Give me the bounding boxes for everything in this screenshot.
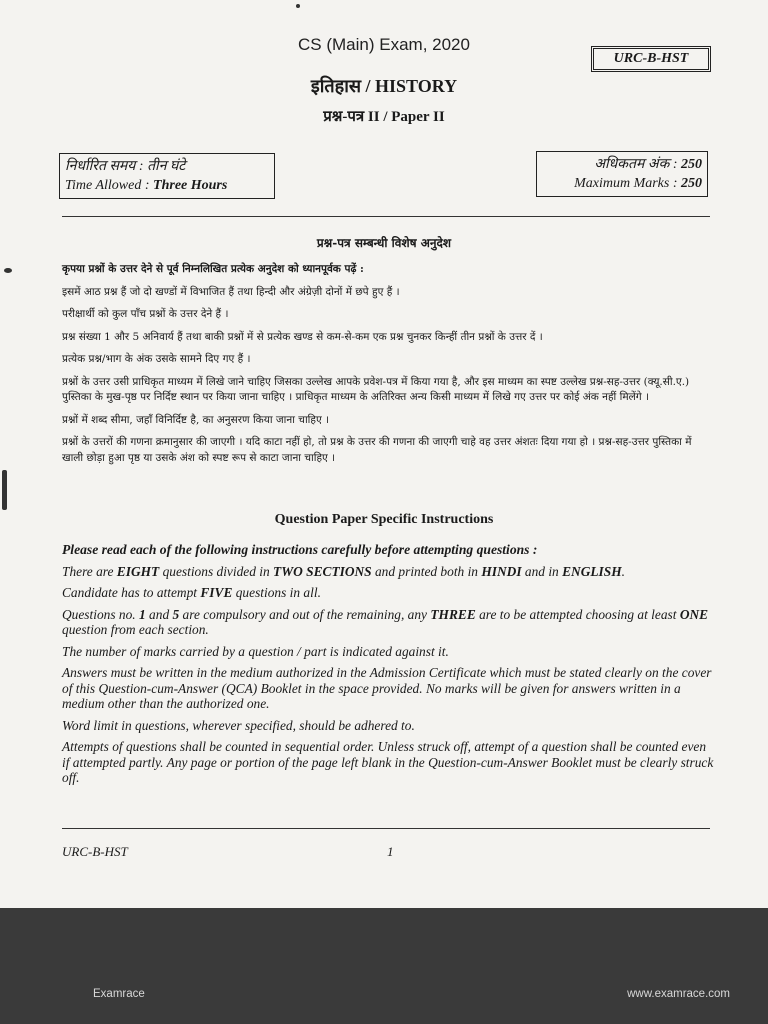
- hindi-instructions: [62, 262, 712, 473]
- watermark-left: Examrace: [93, 988, 145, 1000]
- paper-title: प्रश्न-पत्र II / Paper II: [323, 109, 445, 125]
- hindi-intro: कृपया प्रश्नों के उत्तर देने से पूर्व निम्नलिखित प्रत्येक अनुदेश को ध्यानपूर्वक पढ़ें :: [62, 263, 364, 275]
- exam-title: CS (Main) Exam, 2020: [298, 35, 470, 54]
- header-divider: [62, 216, 710, 217]
- hindi-item: इसमें आठ प्रश्न हैं जो दो खण्डों में विभाजित हैं तथा हिन्दी और अंग्रेज़ी दोनों में छपे हुए हैं ।: [62, 285, 400, 298]
- time-allowed-hindi: निर्धारित समय : तीन घंटे: [65, 159, 186, 174]
- english-item: The number of marks carried by a question / part is indicated against it.: [62, 643, 449, 659]
- english-intro: Please read each of the following instructions carefully before attempting questions :: [62, 542, 538, 557]
- paper-code-badge: URC-B-HST: [593, 48, 709, 70]
- footer-paper-code: URC-B-HST: [62, 844, 128, 859]
- footer-divider: [62, 828, 710, 829]
- hindi-item: प्रश्नों में शब्द सीमा, जहाँ विनिर्दिष्ट है, का अनुसरण किया जाना चाहिए ।: [62, 413, 330, 426]
- time-allowed-english: Time Allowed : Three Hours: [65, 178, 228, 193]
- subject-title: इतिहास / HISTORY: [310, 76, 458, 96]
- maximum-marks-hindi: अधिकतम अंक : 250: [594, 157, 702, 172]
- english-item: Answers must be written in the medium authorized in the Admission Certificate which must be stated clearly on the cover of this Question-cum-Answer (QCA) Booklet in the space provided. No marks will be given for answers written in a medium other than the authorized one.: [62, 665, 712, 711]
- maximum-marks-box: [536, 151, 708, 197]
- hindi-item: परीक्षार्थी को कुल पाँच प्रश्नों के उत्तर देने हैं ।: [62, 308, 229, 320]
- watermark-link[interactable]: www.examrace.com: [627, 988, 730, 1000]
- english-item: Candidate has to attempt FIVE questions in all.: [62, 585, 321, 600]
- hindi-item: प्रश्नों के उत्तरों की गणना क्रमानुसार की जाएगी । यदि काटा नहीं हो, तो प्रश्न के उत्तर की गणना की जाएगी चाहे वह उत्तर अंशतः दिया गया हो । प्रश्न-सह-उत्तर पुस्तिका में खाली छोड़ा हुआ पृष्ठ या उसके अंश को स्पष्ट रूप से काटा जाना चाहिए ।: [62, 436, 692, 464]
- scan-speck: [296, 4, 300, 8]
- page-number: 1: [387, 844, 394, 859]
- scan-speck: [4, 268, 12, 273]
- hindi-instructions-heading: प्रश्न-पत्र सम्बन्धी विशेष अनुदेश: [316, 236, 452, 250]
- hindi-item: प्रश्न संख्या 1 और 5 अनिवार्य हैं तथा बाकी प्रश्नों में से प्रत्येक खण्ड से कम-से-कम एक प्रश्न चुनकर किन्हीं तीन प्रश्नों के उत्तर दें ।: [62, 330, 543, 343]
- english-item: There are EIGHT questions divided in TWO SECTIONS and printed both in HINDI and in ENGLISH.: [62, 563, 625, 579]
- maximum-marks-english: Maximum Marks : 250: [574, 176, 702, 191]
- english-item: Questions no. 1 and 5 are compulsory and out of the remaining, any THREE are to be attempted choosing at least ONE question from each section.: [62, 606, 709, 637]
- english-item: Word limit in questions, wherever specified, should be adhered to.: [62, 717, 415, 733]
- english-item: Attempts of questions shall be counted in sequential order. Unless struck off, attempt of a question shall be counted even if attempted partly. Any page or portion of the page left blank in the Question-cum-Answer Booklet must be clearly struck off.: [62, 739, 714, 785]
- english-instructions: [62, 542, 716, 792]
- hindi-item: प्रश्नों के उत्तर उसी प्राधिकृत माध्यम में लिखे जाने चाहिए जिसका उल्लेख आपके प्रवेश-पत्र में किया गया है, और इस माध्यम का स्पष्ट उल्लेख प्रश्न-सह-उत्तर (क्यू.सी.ए.) पुस्तिका के मुख-पृष्ठ पर निर्दिष्ट स्थान पर किया जाना चाहिए । प्राधिकृत माध्यम के अतिरिक्त अन्य किसी माध्यम में लिखे गए उत्तर पर कोई अंक नहीं मिलेंगे ।: [62, 375, 690, 403]
- english-instructions-heading: Question Paper Specific Instructions: [274, 512, 494, 527]
- time-allowed-box: [59, 153, 275, 199]
- scan-speck: [2, 470, 7, 510]
- hindi-item: प्रत्येक प्रश्न/भाग के अंक उसके सामने दिए गए हैं ।: [62, 353, 251, 365]
